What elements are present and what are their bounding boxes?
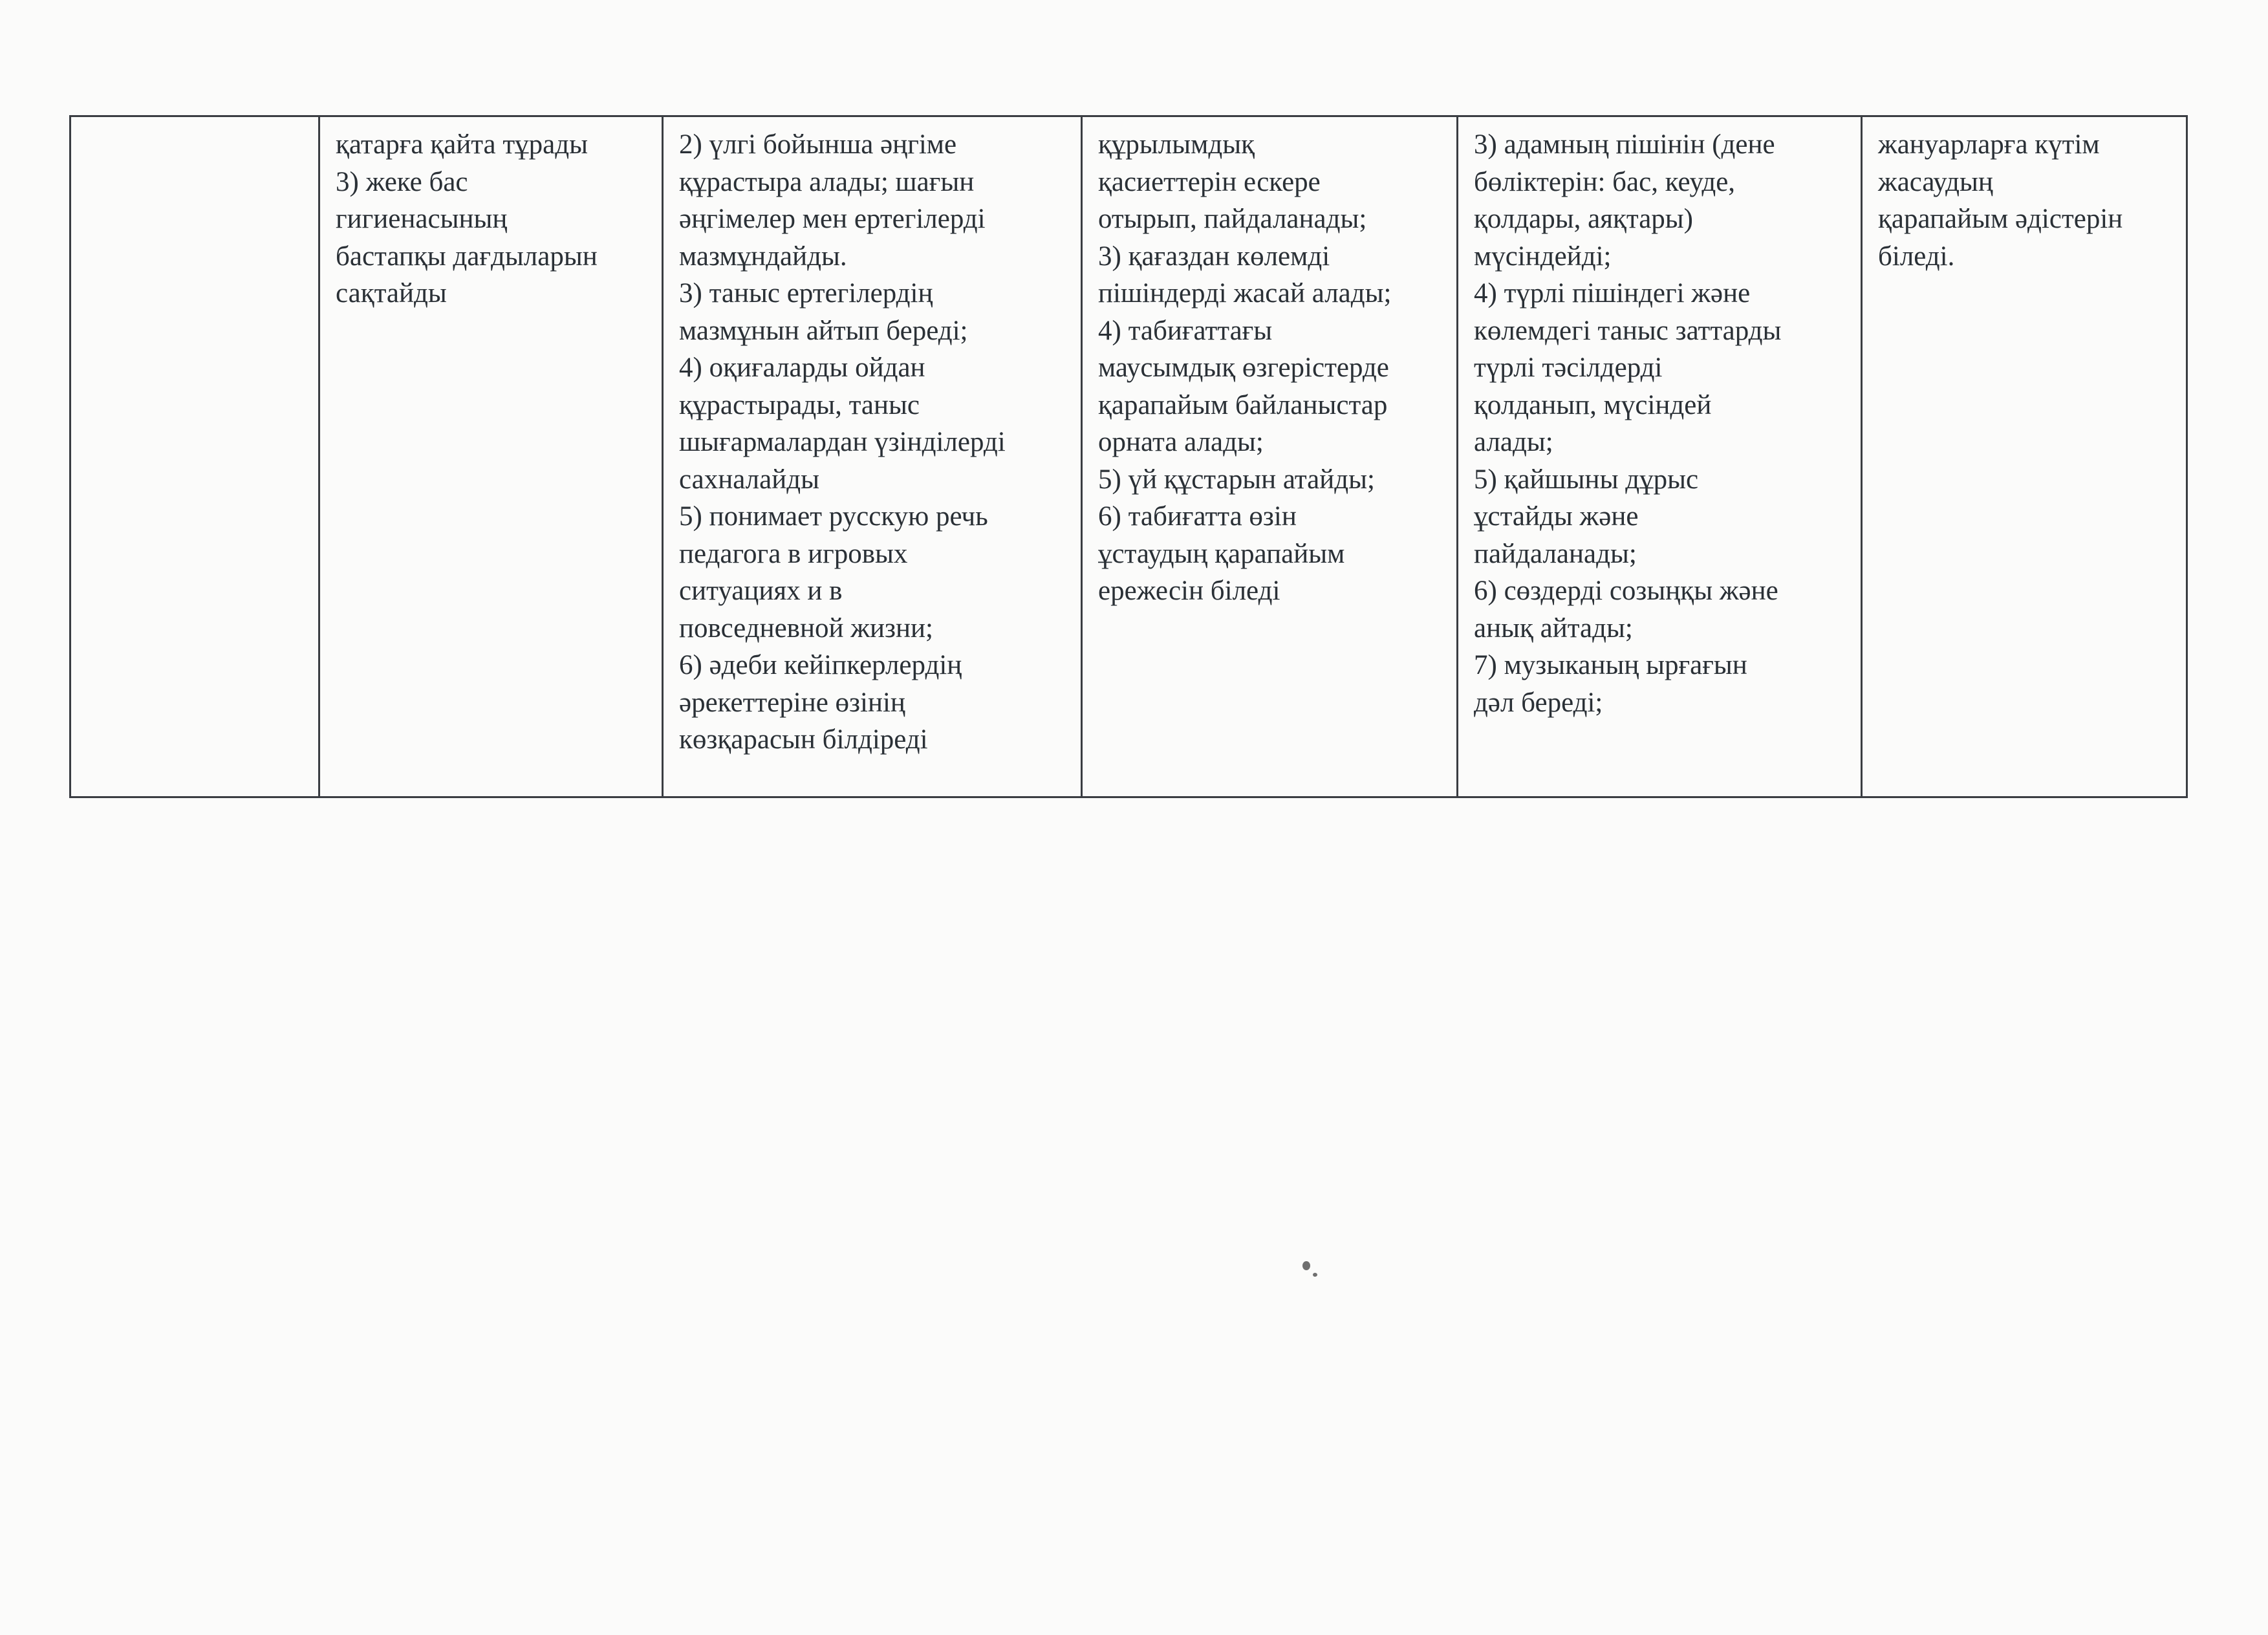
cell-text-line: жасаудың (1878, 166, 1993, 197)
cell-text-line: қатарға қайта тұрады (336, 129, 589, 160)
cell-text-line: дәл береді; (1474, 687, 1603, 718)
cell-text-line: отырып, пайдаланады; (1098, 204, 1367, 234)
cell-text-line: әңгімелер мен ертегілерді (679, 204, 986, 234)
cell-text-line: ситуациях и в (679, 576, 843, 606)
cell-text-line: көзқарасын білдіреді (679, 724, 928, 755)
cell-text-line: 4) түрлі пішіндегі және (1474, 278, 1751, 309)
cell-text-line: 5) үй құстарын атайды; (1098, 464, 1375, 495)
cell-text-line: ережесін біледі (1098, 576, 1280, 606)
cell-text-line: 5) понимает русскую речь (679, 501, 988, 532)
cell-text-line: сахналайды (679, 464, 819, 495)
cell-text-line: 6) әдеби кейіпкерлердің (679, 650, 962, 680)
cell-text-line: жануарларға күтім (1878, 129, 2100, 160)
cell-text-line: 4) табиғаттағы (1098, 315, 1273, 346)
cell-text-line: 3) адамның пішінін (дене (1474, 129, 1775, 160)
table-cell-speech-skills (663, 116, 1082, 797)
cell-text-line: қарапайым әдістерін (1878, 204, 2123, 234)
cell-text-line: алады; (1474, 427, 1553, 457)
cell-text-line: 6) табиғатта өзін (1098, 501, 1297, 532)
cell-text-line: ұстаудың қарапайым (1098, 538, 1345, 569)
table-cell-empty (70, 116, 319, 797)
cell-text-line: анық айтады; (1474, 612, 1633, 644)
cell-text-line: маусымдық өзгерістерде (1098, 352, 1389, 383)
table-row (70, 116, 2187, 797)
cell-text-line: құрылымдық (1098, 129, 1255, 160)
cell-text-line: мазмұндайды. (679, 241, 847, 272)
cell-text-line: 3) таныс ертегілердің (679, 278, 933, 309)
cell-text-line: повседневной жизни; (679, 612, 933, 644)
cell-text-line: бастапқы дағдыларын (336, 241, 598, 272)
cell-text-line: сақтайды (336, 278, 447, 309)
cell-text-line: біледі. (1878, 241, 1955, 272)
cell-text-line: 3) қағаздан көлемді (1098, 241, 1330, 272)
cell-text-line: шығармалардан үзінділерді (679, 427, 1006, 457)
cell-text-line: 3) жеке бас (336, 166, 468, 197)
cell-text-line: бөліктерін: бас, кеуде, (1474, 166, 1736, 197)
cell-text-line: қолдары, аяқтары) (1474, 204, 1694, 234)
cell-text-line: түрлі тәсілдерді (1474, 352, 1663, 383)
cell-text-line: қолданып, мүсіндей (1474, 389, 1712, 420)
cell-text-line: 7) музыканың ырғағын (1474, 650, 1747, 680)
cell-text-line: 5) қайшыны дұрыс (1474, 464, 1699, 495)
scan-speck (1313, 1273, 1317, 1277)
table-cell-nature-skills (1082, 116, 1458, 797)
cell-text-line: пайдаланады; (1474, 538, 1637, 569)
cell-text-line: гигиенасының (336, 204, 508, 234)
cell-text-line: көлемдегі таныс заттарды (1474, 315, 1782, 346)
cell-text-line: пішіндерді жасай алады; (1098, 278, 1392, 309)
cell-text-line: орната алады; (1098, 427, 1264, 457)
cell-text-line: 2) үлгі бойынша әңгіме (679, 129, 957, 160)
cell-text-line: 4) оқиғаларды ойдан (679, 352, 925, 383)
cell-text-line: 6) сөздерді созыңқы және (1474, 576, 1778, 606)
table-cell-hygiene-skills (319, 116, 663, 797)
cell-text-line: педагога в игровых (679, 538, 908, 569)
cell-text-line: мүсіндейді; (1474, 241, 1612, 272)
cell-text-line: құрастыра алады; шағын (679, 166, 975, 197)
cell-text-line: қарапайым байланыстар (1098, 389, 1388, 420)
cell-text-line: ұстайды және (1474, 501, 1639, 532)
scan-speck (1302, 1261, 1310, 1270)
content-table (69, 115, 2188, 798)
cell-text-line: мазмұнын айтып береді; (679, 315, 968, 346)
cell-text-line: құрастырады, таныс (679, 389, 920, 420)
table-cell-art-skills (1458, 116, 1862, 797)
cell-text-line: әрекеттеріне өзінің (679, 687, 905, 718)
cell-text-line: қасиеттерін ескере (1098, 166, 1321, 197)
table-cell-animal-care (1862, 116, 2187, 797)
